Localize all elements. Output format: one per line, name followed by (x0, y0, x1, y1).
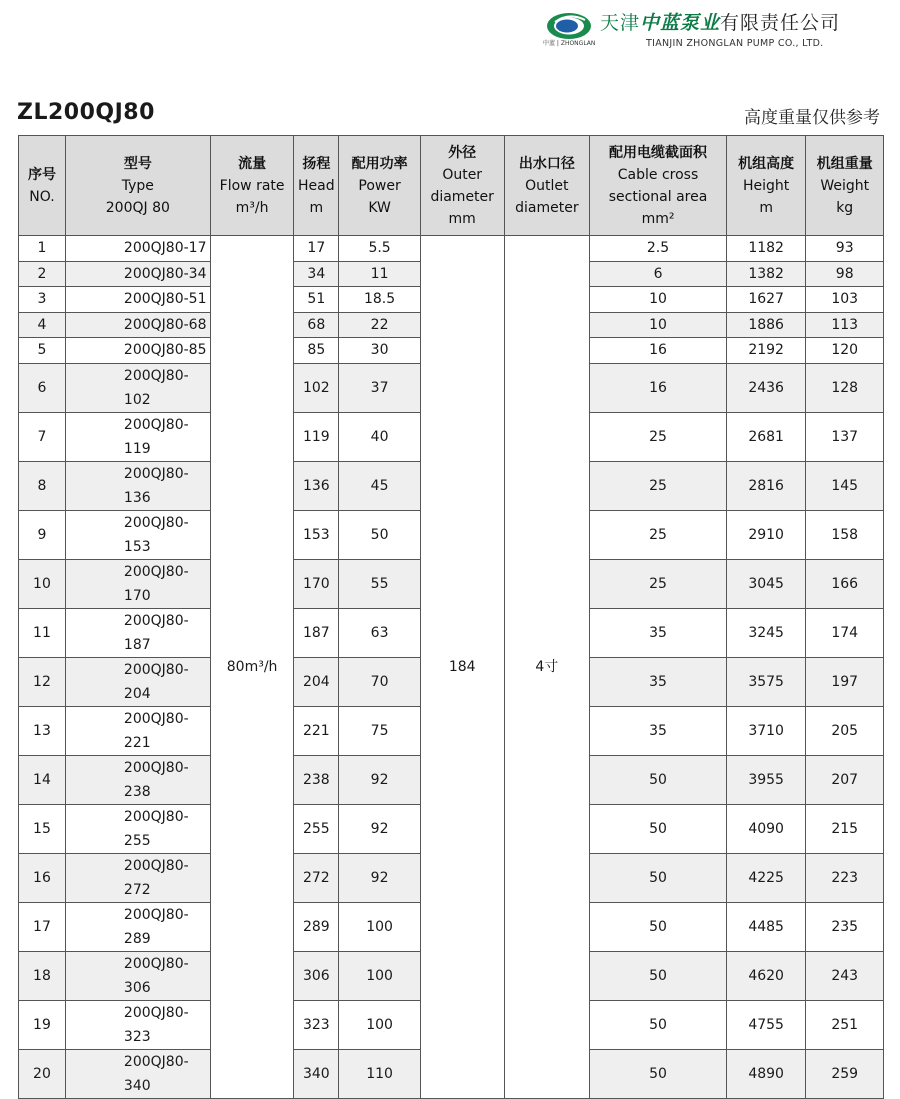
row-power-cell: 45 (339, 461, 421, 510)
row-weight-cell: 174 (806, 608, 884, 657)
row-no-cell: 4 (19, 312, 66, 338)
row-head-cell: 17 (294, 236, 339, 262)
row-height-cell: 2910 (726, 510, 806, 559)
row-model-cell: 200QJ80-119 (65, 412, 210, 461)
row-cable-cell: 25 (590, 461, 727, 510)
row-power-cell: 100 (339, 902, 421, 951)
row-height-cell: 3245 (726, 608, 806, 657)
row-cable-cell: 50 (590, 804, 727, 853)
row-cable-cell: 35 (590, 608, 727, 657)
row-cable-cell: 25 (590, 510, 727, 559)
row-height-cell: 4225 (726, 853, 806, 902)
row-weight-cell: 243 (806, 951, 884, 1000)
row-weight-cell: 137 (806, 412, 884, 461)
logo-caption: 中蓝 | ZHONGLAN (543, 40, 596, 47)
flow-rate-cell: 80m³/h (210, 236, 294, 1099)
row-head-cell: 187 (294, 608, 339, 657)
row-weight-cell: 145 (806, 461, 884, 510)
table-row (19, 236, 884, 262)
row-no-cell: 9 (19, 510, 66, 559)
col-header-head: 扬程 Head m (294, 136, 339, 236)
row-head-cell: 34 (294, 261, 339, 287)
table-body (19, 236, 884, 1099)
col-header-weight: 机组重量 Weight kg (806, 136, 884, 236)
company-name-en: TIANJIN ZHONGLAN PUMP CO., LTD. (646, 38, 824, 49)
company-name-part1: 天津 (600, 12, 641, 34)
row-head-cell: 170 (294, 559, 339, 608)
row-no-cell: 12 (19, 657, 66, 706)
row-model-cell: 200QJ80-272 (65, 853, 210, 902)
row-model-cell: 200QJ80-136 (65, 461, 210, 510)
row-weight-cell: 215 (806, 804, 884, 853)
row-head-cell: 306 (294, 951, 339, 1000)
row-head-cell: 51 (294, 287, 339, 313)
row-model-cell: 200QJ80-204 (65, 657, 210, 706)
col-header-type: 型号 Type 200QJ 80 (65, 136, 210, 236)
row-power-cell: 5.5 (339, 236, 421, 262)
row-head-cell: 221 (294, 706, 339, 755)
row-power-cell: 50 (339, 510, 421, 559)
row-model-cell: 200QJ80-17 (65, 236, 210, 262)
row-model-cell: 200QJ80-221 (65, 706, 210, 755)
row-no-cell: 8 (19, 461, 66, 510)
row-height-cell: 1382 (726, 261, 806, 287)
col-header-outlet: 出水口径 Outlet diameter (504, 136, 590, 236)
row-weight-cell: 128 (806, 363, 884, 412)
row-no-cell: 5 (19, 338, 66, 364)
row-weight-cell: 158 (806, 510, 884, 559)
row-model-cell: 200QJ80-153 (65, 510, 210, 559)
row-power-cell: 100 (339, 951, 421, 1000)
row-no-cell: 6 (19, 363, 66, 412)
row-cable-cell: 10 (590, 312, 727, 338)
outer-diameter-cell: 184 (420, 236, 504, 1099)
row-power-cell: 70 (339, 657, 421, 706)
row-head-cell: 340 (294, 1049, 339, 1098)
row-no-cell: 20 (19, 1049, 66, 1098)
row-height-cell: 2681 (726, 412, 806, 461)
row-weight-cell: 251 (806, 1000, 884, 1049)
reference-note: 高度重量仅供参考 (744, 108, 880, 128)
row-height-cell: 1182 (726, 236, 806, 262)
row-height-cell: 4090 (726, 804, 806, 853)
row-model-cell: 200QJ80-187 (65, 608, 210, 657)
outlet-diameter-cell: 4寸 (504, 236, 590, 1099)
row-head-cell: 238 (294, 755, 339, 804)
row-no-cell: 17 (19, 902, 66, 951)
company-name-part2: 中蓝泵业 (640, 12, 721, 34)
row-no-cell: 15 (19, 804, 66, 853)
row-weight-cell: 197 (806, 657, 884, 706)
row-power-cell: 11 (339, 261, 421, 287)
row-power-cell: 92 (339, 804, 421, 853)
row-no-cell: 2 (19, 261, 66, 287)
row-power-cell: 110 (339, 1049, 421, 1098)
row-cable-cell: 50 (590, 755, 727, 804)
col-header-no: 序号 NO. (19, 136, 66, 236)
row-cable-cell: 50 (590, 1000, 727, 1049)
row-power-cell: 100 (339, 1000, 421, 1049)
row-head-cell: 255 (294, 804, 339, 853)
row-head-cell: 68 (294, 312, 339, 338)
row-power-cell: 30 (339, 338, 421, 364)
company-name-part3: 有限责任公司 (720, 12, 841, 34)
row-power-cell: 40 (339, 412, 421, 461)
row-head-cell: 136 (294, 461, 339, 510)
row-power-cell: 37 (339, 363, 421, 412)
row-cable-cell: 16 (590, 363, 727, 412)
row-no-cell: 10 (19, 559, 66, 608)
row-height-cell: 3955 (726, 755, 806, 804)
row-weight-cell: 223 (806, 853, 884, 902)
col-header-flow: 流量 Flow rate m³/h (210, 136, 294, 236)
row-head-cell: 119 (294, 412, 339, 461)
row-no-cell: 14 (19, 755, 66, 804)
row-power-cell: 18.5 (339, 287, 421, 313)
row-power-cell: 63 (339, 608, 421, 657)
col-header-power: 配用功率 Power KW (339, 136, 421, 236)
row-height-cell: 4485 (726, 902, 806, 951)
row-power-cell: 75 (339, 706, 421, 755)
row-model-cell: 200QJ80-255 (65, 804, 210, 853)
row-power-cell: 92 (339, 853, 421, 902)
col-header-cable: 配用电缆截面积 Cable cross sectional area mm² (590, 136, 727, 236)
row-height-cell: 3045 (726, 559, 806, 608)
row-cable-cell: 50 (590, 853, 727, 902)
row-no-cell: 13 (19, 706, 66, 755)
row-model-cell: 200QJ80-170 (65, 559, 210, 608)
col-header-height: 机组高度 Height m (726, 136, 806, 236)
row-no-cell: 7 (19, 412, 66, 461)
row-cable-cell: 35 (590, 657, 727, 706)
row-height-cell: 3710 (726, 706, 806, 755)
page-title: ZL200QJ80 (17, 100, 155, 125)
row-model-cell: 200QJ80-85 (65, 338, 210, 364)
row-power-cell: 22 (339, 312, 421, 338)
row-height-cell: 4620 (726, 951, 806, 1000)
row-cable-cell: 25 (590, 412, 727, 461)
row-height-cell: 4755 (726, 1000, 806, 1049)
row-weight-cell: 207 (806, 755, 884, 804)
row-no-cell: 18 (19, 951, 66, 1000)
row-cable-cell: 2.5 (590, 236, 727, 262)
row-height-cell: 2436 (726, 363, 806, 412)
row-weight-cell: 93 (806, 236, 884, 262)
row-weight-cell: 235 (806, 902, 884, 951)
row-model-cell: 200QJ80-34 (65, 261, 210, 287)
row-model-cell: 200QJ80-306 (65, 951, 210, 1000)
row-cable-cell: 50 (590, 1049, 727, 1098)
row-head-cell: 153 (294, 510, 339, 559)
row-model-cell: 200QJ80-102 (65, 363, 210, 412)
spec-table (18, 135, 884, 1099)
row-weight-cell: 113 (806, 312, 884, 338)
row-no-cell: 1 (19, 236, 66, 262)
row-model-cell: 200QJ80-340 (65, 1049, 210, 1098)
row-model-cell: 200QJ80-68 (65, 312, 210, 338)
row-model-cell: 200QJ80-289 (65, 902, 210, 951)
row-cable-cell: 50 (590, 951, 727, 1000)
row-head-cell: 323 (294, 1000, 339, 1049)
row-no-cell: 11 (19, 608, 66, 657)
col-header-outer-diameter: 外径 Outer diameter mm (420, 136, 504, 236)
row-weight-cell: 259 (806, 1049, 884, 1098)
row-no-cell: 3 (19, 287, 66, 313)
row-weight-cell: 103 (806, 287, 884, 313)
row-weight-cell: 98 (806, 261, 884, 287)
row-power-cell: 55 (339, 559, 421, 608)
table-header-row (19, 136, 884, 236)
row-cable-cell: 35 (590, 706, 727, 755)
company-name-cn (600, 8, 840, 35)
row-head-cell: 102 (294, 363, 339, 412)
row-height-cell: 3575 (726, 657, 806, 706)
row-height-cell: 4890 (726, 1049, 806, 1098)
row-power-cell: 92 (339, 755, 421, 804)
row-height-cell: 1627 (726, 287, 806, 313)
row-weight-cell: 166 (806, 559, 884, 608)
row-weight-cell: 120 (806, 338, 884, 364)
row-no-cell: 19 (19, 1000, 66, 1049)
row-no-cell: 16 (19, 853, 66, 902)
row-cable-cell: 25 (590, 559, 727, 608)
company-header (0, 0, 900, 62)
row-model-cell: 200QJ80-51 (65, 287, 210, 313)
row-weight-cell: 205 (806, 706, 884, 755)
row-model-cell: 200QJ80-238 (65, 755, 210, 804)
row-cable-cell: 16 (590, 338, 727, 364)
row-model-cell: 200QJ80-323 (65, 1000, 210, 1049)
row-cable-cell: 6 (590, 261, 727, 287)
row-height-cell: 2192 (726, 338, 806, 364)
row-height-cell: 2816 (726, 461, 806, 510)
row-head-cell: 272 (294, 853, 339, 902)
row-head-cell: 85 (294, 338, 339, 364)
row-cable-cell: 10 (590, 287, 727, 313)
row-cable-cell: 50 (590, 902, 727, 951)
row-height-cell: 1886 (726, 312, 806, 338)
row-head-cell: 289 (294, 902, 339, 951)
row-head-cell: 204 (294, 657, 339, 706)
